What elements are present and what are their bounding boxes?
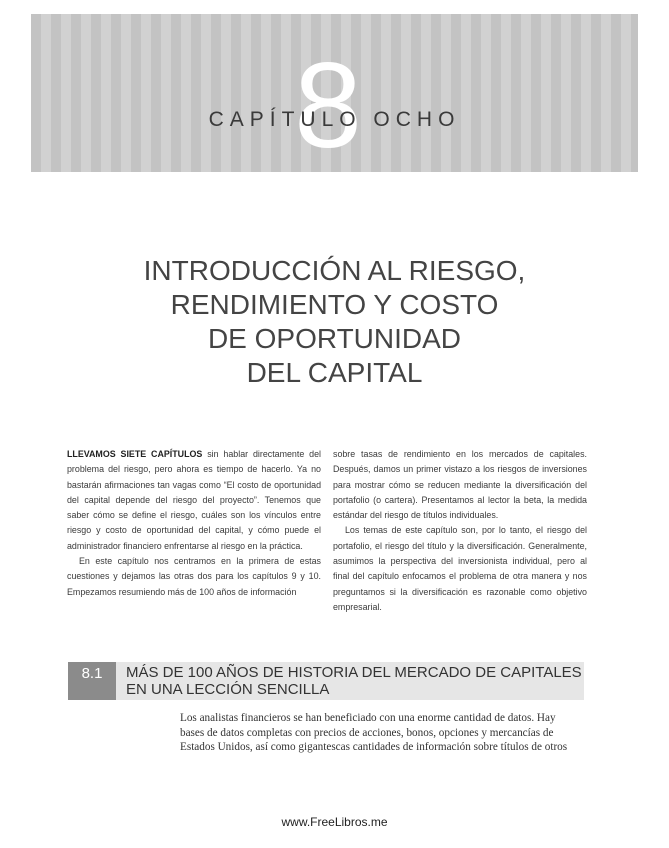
chapter-title [60,254,609,390]
intro-column-left [67,447,321,600]
intro-paragraph: Los temas de este capítulo son, por lo tanto, el riesgo del portafolio, el riesgo del título y la diversificación. Generalmente, asumimos la perspectiva del inversionista individual, pero al final del capítulo enfocamos el problema de otra manera y nos preguntamos si la diversificación es razonable como objetivo empresarial. [333,525,587,612]
intro-lead: LLEVAMOS SIETE CAPÍTULOS [67,449,203,459]
chapter-title-line: INTRODUCCIÓN AL RIESGO, [143,255,526,286]
intro-paragraph: sobre tasas de rendimiento en los mercados de capitales. Después, damos un primer vistazo a los riesgos de inversiones para mostrar cómo se reducen mediante la diversificación del portafolio (o cartera). Presentamos al lector la beta, la medida estándar del riesgo de títulos individuales. [333,449,587,521]
body-line: Los analistas financieros se han beneficiado con una enorme cantidad de datos. Hay [180,712,556,724]
chapter-title-line: DE OPORTUNIDAD [207,323,462,354]
section-body-text [180,711,586,755]
body-line: Estados Unidos, así como gigantescas cantidades de información sobre títulos de otros [180,741,568,753]
chapter-title-line: RENDIMIENTO Y COSTO [170,289,499,320]
section-number: 8.1 [68,662,116,700]
intro-column-right [333,447,587,615]
chapter-label: CAPÍTULO OCHO [208,108,461,131]
body-line: bases de datos completas con precios de acciones, bonos, opciones y mercancías de [180,726,554,739]
section-title-line: MÁS DE 100 AÑOS DE HISTORIA DEL MERCADO DE CAPITALES [126,664,582,681]
section-title-line: EN UNA LECCIÓN SENCILLA [126,681,330,698]
intro-paragraph [67,447,321,554]
intro-paragraph-text: sin hablar directamente del problema del riesgo, pero ahora es tiempo de hacerlo. Ya no bastarán afirmaciones tan vagas como “El costo de oportunidad del capital depende del riesgo del proyecto”. Tenemos que saber cómo se define el riesgo, cuáles son los vínculos entre riesgo y costo de oportunidad del capital, y cómo puede el administrador financiero enfrentarse al riesgo en la práctica. [67,449,321,551]
intro-paragraph: En este capítulo nos centramos en la primera de estas cuestiones y dejamos las otras dos para los capítulos 9 y 10. Empezamos resumiendo más de 100 años de información [67,556,321,597]
chapter-number: 8 [294,37,362,173]
section-title [126,664,586,698]
footer-url: www.FreeLibros.me [281,815,388,829]
chapter-title-line: DEL CAPITAL [246,357,423,388]
